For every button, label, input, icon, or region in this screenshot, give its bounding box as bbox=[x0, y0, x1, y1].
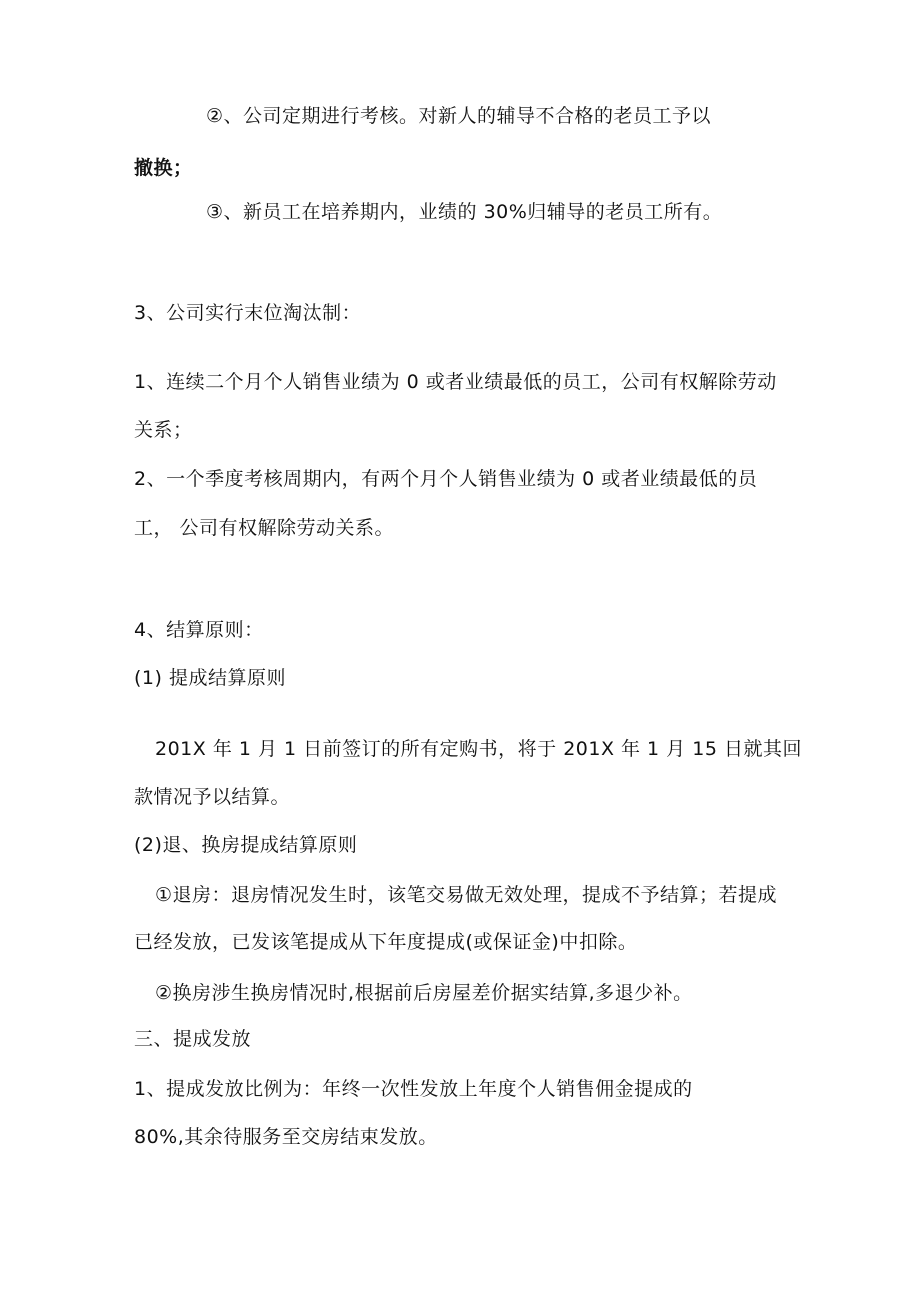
section-heading-3: 3、公司实行末位淘汰制： bbox=[134, 302, 362, 324]
text-line-14: ①退房：退房情况发生时，该笔交易做无效处理，提成不予结算；若提成 bbox=[155, 884, 778, 906]
section-heading-san: 三、提成发放 bbox=[134, 1028, 252, 1050]
subheading-2: (2)退、换房提成结算原则 bbox=[134, 834, 358, 856]
text-line-12: 款情况予以结算。 bbox=[134, 786, 291, 808]
text-line-16: ②换房涉生换房情况时,根据前后房屋差价据实结算,多退少补。 bbox=[155, 982, 693, 1004]
subheading-1: (1) 提成结算原则 bbox=[134, 667, 286, 689]
text-line-15: 已经发放，已发该笔提成从下年度提成(或保证金)中扣除。 bbox=[134, 931, 638, 953]
text-line-8: 工， 公司有权解除劳动关系。 bbox=[134, 517, 395, 539]
text-line-6: 关系； bbox=[134, 419, 193, 441]
text-line-3: ③、新员工在培养期内，业绩的 30%归辅导的老员工所有。 bbox=[206, 201, 723, 223]
text-line-18: 1、提成发放比例为：年终一次性发放上年度个人销售佣金提成的 bbox=[134, 1078, 693, 1100]
text-line-1: ②、公司定期进行考核。对新人的辅导不合格的老员工予以 bbox=[206, 105, 712, 127]
text-line-7: 2、一个季度考核周期内，有两个月个人销售业绩为 0 或者业绩最低的员 bbox=[134, 468, 758, 490]
section-heading-4: 4、结算原则： bbox=[134, 619, 264, 641]
text-line-2: 撤换； bbox=[134, 157, 193, 179]
text-line-11: 201X 年 1 月 1 日前签订的所有定购书，将于 201X 年 1 月 15 日就其回 bbox=[155, 738, 802, 760]
text-line-5: 1、连续二个月个人销售业绩为 0 或者业绩最低的员工，公司有权解除劳动 bbox=[134, 371, 777, 393]
text-line-19: 80%,其余待服务至交房结束发放。 bbox=[134, 1126, 438, 1148]
